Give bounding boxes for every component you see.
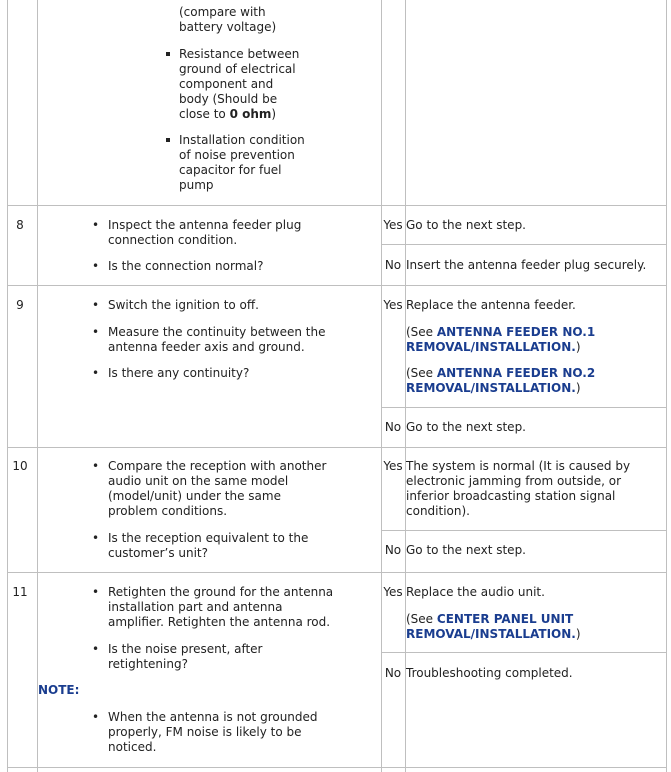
square-bullet-icon: [166, 52, 170, 56]
step-number: 9: [16, 298, 24, 312]
step-number: 11: [12, 585, 28, 599]
bullet-icon: •: [92, 642, 100, 656]
column-divider: [37, 0, 38, 772]
table-border-left: [7, 0, 8, 772]
result-divider: [381, 530, 667, 531]
bullet-icon: •: [92, 531, 100, 545]
bullet-icon: •: [92, 259, 100, 273]
result-divider: [381, 407, 667, 408]
answer-no: No: [384, 420, 402, 434]
answer-yes: Yes: [383, 218, 403, 232]
check-item: Retighten the ground for the antenna installation part and antenna amplifier. Retighten the antenna rod.: [108, 585, 334, 629]
check-item: Compare the reception with another audio unit on the same model (model/unit) under the same problem conditions.: [108, 459, 327, 518]
row-divider: [7, 572, 667, 573]
bullet-icon: •: [92, 325, 100, 339]
answer-no: No: [384, 666, 402, 680]
result-action: The system is normal (It is caused by electronic jamming from outside, or inferior broadcasting station signal condition).: [406, 459, 631, 518]
result-divider: [381, 652, 667, 653]
square-bullet-icon: [166, 138, 170, 142]
check-item: Is the noise present, after retightening?: [108, 642, 263, 671]
result-action: Insert the antenna feeder plug securely.: [406, 258, 647, 272]
note-label: NOTE:: [38, 683, 80, 697]
sub-item-text: (compare with battery voltage): [179, 5, 277, 34]
reference-link-antenna-feeder-2[interactable]: (See ANTENNA FEEDER NO.2 REMOVAL/INSTALLATION.): [406, 366, 596, 395]
step-number: 10: [12, 459, 28, 473]
row-divider: [7, 447, 667, 448]
result-divider: [381, 244, 667, 245]
check-item: Switch the ignition to off.: [108, 298, 259, 312]
check-item: Is the connection normal?: [108, 259, 264, 273]
result-action: Troubleshooting completed.: [406, 666, 573, 680]
check-item: Measure the continuity between the antenna feeder axis and ground.: [108, 325, 326, 354]
answer-no: No: [384, 258, 402, 272]
table-border-right: [666, 0, 667, 772]
check-item: Is there any continuity?: [108, 366, 250, 380]
reference-link-antenna-feeder-1[interactable]: (See ANTENNA FEEDER NO.1 REMOVAL/INSTALLATION.): [406, 325, 596, 354]
bullet-icon: •: [92, 218, 100, 232]
result-action: Go to the next step.: [406, 420, 526, 434]
note-text: When the antenna is not grounded properly, FM noise is likely to be noticed.: [108, 710, 318, 754]
row-divider: [7, 285, 667, 286]
answer-yes: Yes: [383, 585, 403, 599]
row-divider: [7, 205, 667, 206]
bullet-icon: •: [92, 710, 100, 724]
answer-yes: Yes: [383, 298, 403, 312]
bullet-icon: •: [92, 298, 100, 312]
bullet-icon: •: [92, 585, 100, 599]
result-action: Replace the audio unit.: [406, 585, 545, 599]
answer-no: No: [384, 543, 402, 557]
bullet-icon: •: [92, 366, 100, 380]
check-item: Inspect the antenna feeder plug connection condition.: [108, 218, 302, 247]
answer-yes: Yes: [383, 459, 403, 473]
result-action: Go to the next step.: [406, 543, 526, 557]
table-border-bottom: [7, 767, 667, 768]
bullet-icon: •: [92, 459, 100, 473]
sub-item-text: Installation condition of noise prevention capacitor for fuel pump: [179, 133, 305, 192]
result-action: Replace the antenna feeder.: [406, 298, 576, 312]
column-divider: [381, 0, 382, 772]
step-number: 8: [16, 218, 24, 232]
sub-item-text: Resistance between ground of electrical component and body (Should be close to 0 ohm): [179, 47, 300, 121]
result-action: Go to the next step.: [406, 218, 526, 232]
check-item: Is the reception equivalent to the customer’s unit?: [108, 531, 309, 560]
zero-ohm-value: 0 ohm: [229, 107, 272, 121]
reference-link-center-panel-unit[interactable]: (See CENTER PANEL UNIT REMOVAL/INSTALLATION.): [406, 612, 581, 641]
